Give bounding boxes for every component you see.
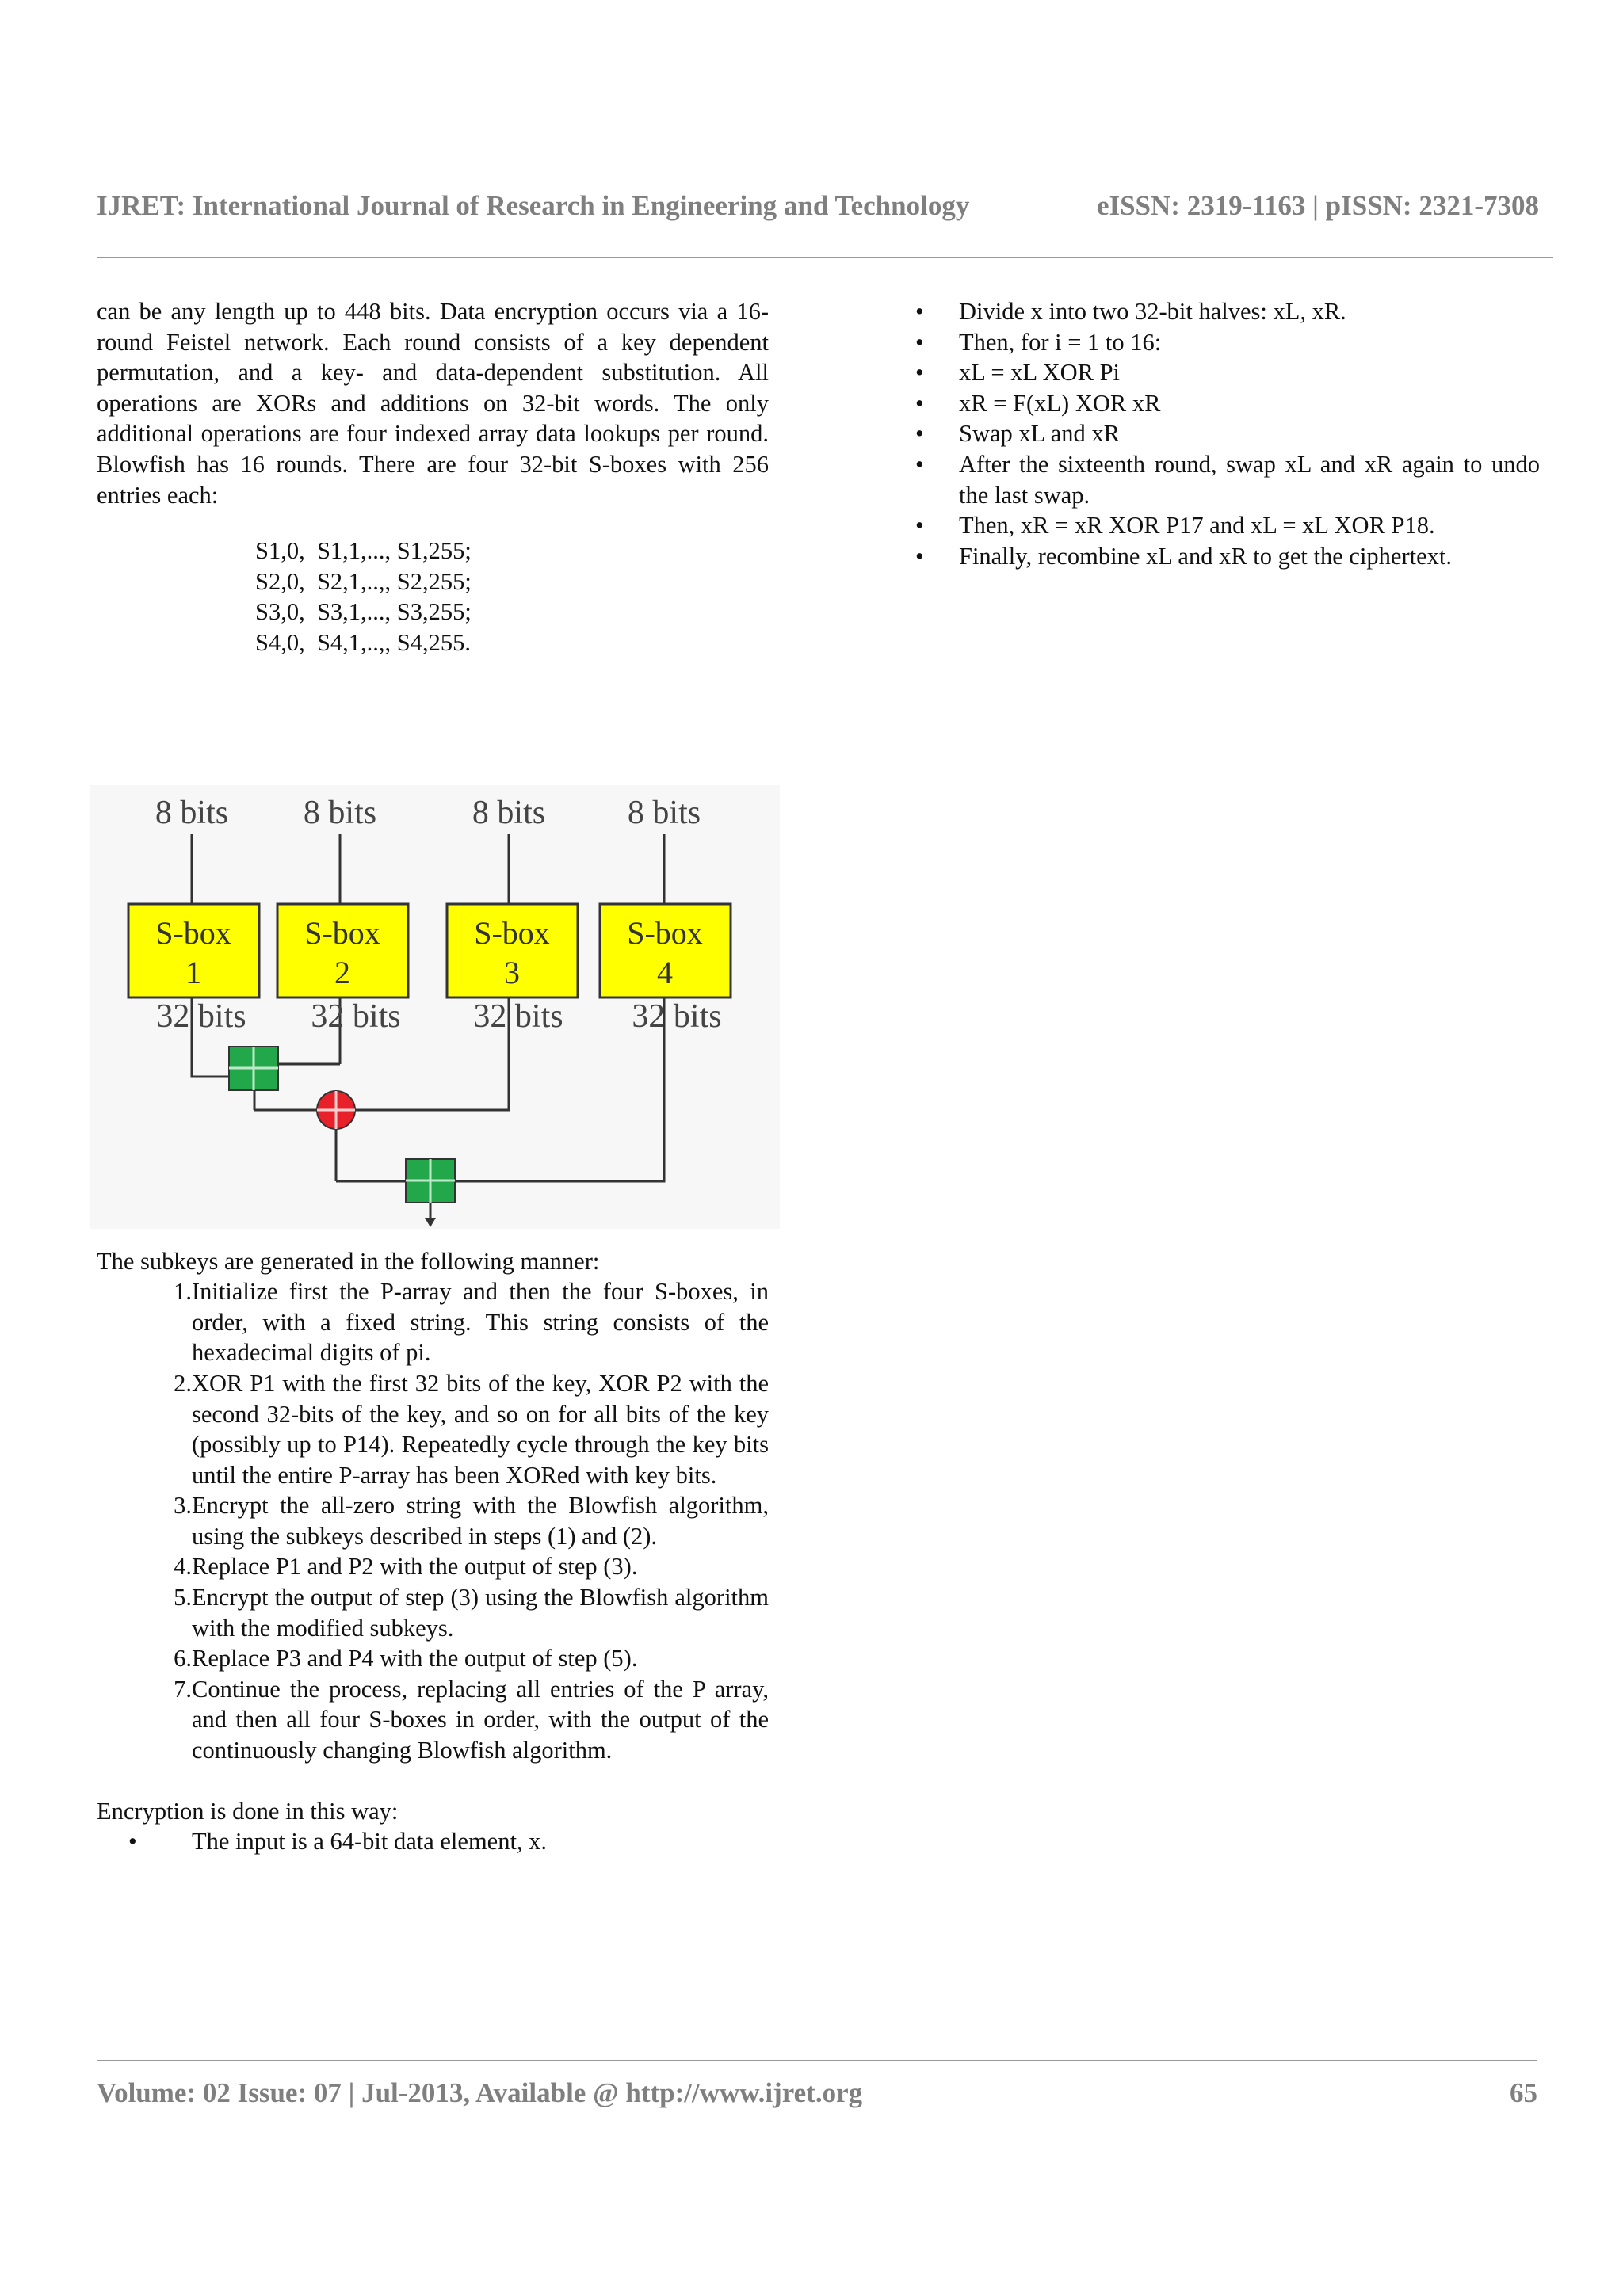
output-label-2: 32 bits [311,997,401,1035]
input-label-1: 8 bits [155,794,229,831]
sbox-entry: S2,0, S2,1,..,, S2,255; [255,567,472,595]
encryption-bullets-left [97,1826,769,1857]
page-number: 65 [1510,2077,1537,2108]
add-icon [406,1159,455,1203]
subkeys-heading: The subkeys are generated in the following manner: [97,1247,600,1275]
list-item: • Then, for i = 1 to 16: [892,327,1540,358]
header-rule [97,257,1553,258]
sbox-list [255,536,769,658]
sbox-3-title: S-box [474,914,550,951]
list-item: • After the sixteenth round, swap xL and xR again to undo the last swap. [892,449,1540,510]
sbox-1-title: S-box [155,914,231,951]
list-item: 7. Continue the process, replacing all entries of the P array, and then all four S-boxes in order, with the output of the continuously changing Blowfish algorithm. [174,1675,769,1764]
list-item: 4. Replace P1 and P2 with the output of step (3). [174,1553,638,1581]
bullet-icon: • [915,512,924,540]
volume-info: Volume: 02 Issue: 07 | Jul-2013, Available @ http://www.ijret.org [97,2077,863,2108]
output-label-4: 32 bits [632,997,722,1035]
list-item: 6. Replace P3 and P4 with the output of step (5). [174,1645,638,1672]
output-label-3: 32 bits [473,997,563,1035]
list-item: 5. Encrypt the output of step (3) using the Blowfish algorithm with the modified subkeys. [174,1584,769,1642]
right-column [892,296,1540,571]
list-item: • xR = F(xL) XOR xR [892,388,1540,419]
input-label-4: 8 bits [627,794,701,831]
list-item: 1. Initialize first the P-array and then the four S-boxes, in order, with a fixed string. This string consists of the hexadecimal digits of pi. [174,1278,769,1367]
issn: eISSN: 2319-1163 | pISSN: 2321-7308 [1096,190,1539,221]
sbox-entry: S3,0, S3,1,..., S3,255; [255,598,472,626]
list-item: • Finally, recombine xL and xR to get the ciphertext. [892,541,1540,572]
subkey-steps [97,1276,769,1766]
blowfish-f-function-figure [90,785,780,1229]
input-label-2: 8 bits [303,794,377,831]
list-item: • The input is a 64-bit data element, x. [97,1826,769,1857]
sbox-entry: S4,0, S4,1,..,, S4,255. [255,628,472,656]
bullet-icon: • [915,359,924,387]
bullet-icon: • [915,389,924,417]
f-function-diagram [90,785,780,1229]
left-column [97,296,769,1857]
journal-title: IJRET: International Journal of Research in Engineering and Technology [97,190,970,221]
xor-icon [317,1091,355,1129]
bullet-icon: • [128,1828,137,1855]
list-item: 3. Encrypt the all-zero string with the Blowfish algorithm, using the subkeys described in steps (1) and (2). [174,1492,769,1550]
bullet-icon: • [915,542,924,570]
running-footer [97,2077,1537,2109]
encryption-heading: Encryption is done in this way: [97,1797,399,1825]
bullet-icon: • [915,328,924,356]
sbox-entry: S1,0, S1,1,..., S1,255; [255,537,472,565]
bullet-icon: • [915,450,924,478]
input-label-3: 8 bits [472,794,546,831]
add-icon [229,1047,278,1090]
sbox-2-number: 2 [334,954,350,990]
list-item: • xL = xL XOR Pi [892,357,1540,388]
list-item: • Then, xR = xR XOR P17 and xL = xL XOR P18. [892,510,1540,541]
sbox-4-title: S-box [627,914,703,951]
list-item: 2. XOR P1 with the first 32 bits of the key, XOR P2 with the second 32-bits of the key, and so on for all bits of the key (possibly up to P14). Repeatedly cycle through the key bits until the entire P-array has been XORed with key bits. [174,1369,769,1489]
footer-rule [97,2060,1537,2061]
bullet-icon: • [915,298,924,325]
output-label-1: 32 bits [156,997,246,1035]
sbox-4-number: 4 [657,954,673,990]
list-item: • Divide x into two 32-bit halves: xL, xR. [892,296,1540,327]
sbox-2-title: S-box [304,914,380,951]
intro-paragraph: can be any length up to 448 bits. Data encryption occurs via a 16-round Feistel network. Each round consists of a key dependent permutation, and a key- and data-dependent substitution. All operations are XORs and additions on 32-bit words. The only additional operations are four indexed array data lookups per round. Blowfish has 16 rounds. There are four 32-bit S-boxes with 256 entries each: [97,298,769,509]
bullet-icon: • [915,420,924,448]
encryption-bullets-right [892,296,1540,571]
list-item: • Swap xL and xR [892,418,1540,449]
running-header [97,190,1539,222]
sbox-3-number: 3 [504,954,520,990]
sbox-1-number: 1 [185,954,201,990]
